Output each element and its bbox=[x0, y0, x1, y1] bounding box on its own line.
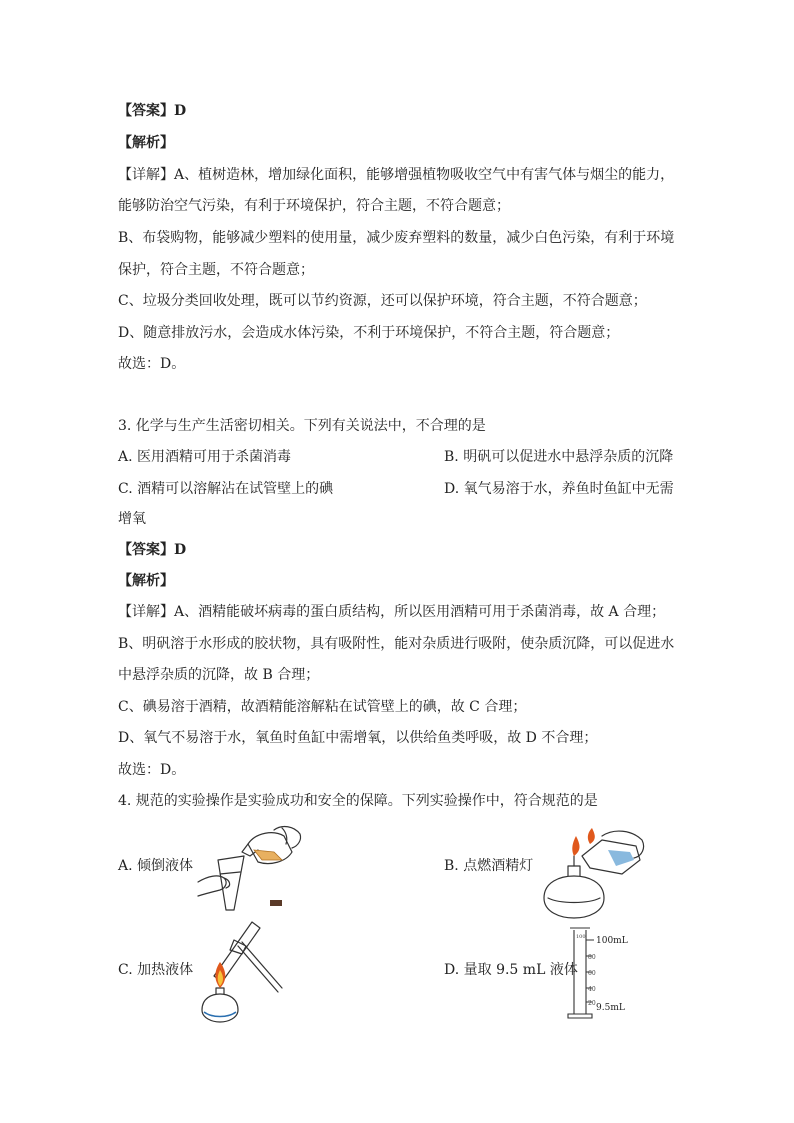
option-b-q4: B. 点燃酒精灯 bbox=[444, 858, 534, 874]
answer-label-q3: 【答案】D bbox=[118, 542, 187, 558]
pouring-liquid-illustration bbox=[196, 822, 306, 914]
cylinder-tick-label: 100 bbox=[576, 934, 586, 940]
explanation-line: 能够防治空气污染，有利于环境保护，符合主题，不符合题意； bbox=[118, 198, 510, 214]
question-stem-q4: 4. 规范的实验操作是实验成功和安全的保障。下列实验操作中，符合规范的是 bbox=[118, 793, 598, 809]
explanation-line: 中悬浮杂质的沉降，故 B 合理； bbox=[118, 667, 320, 683]
explanation-line: 保护，符合主题，不符合题意； bbox=[118, 262, 314, 278]
analysis-label-q2: 【解析】 bbox=[118, 135, 174, 151]
explanation-line: 【详解】A、酒精能破坏病毒的蛋白质结构，所以医用酒精可用于杀菌消毒，故 A 合理； bbox=[118, 604, 666, 620]
explanation-line: C、垃圾分类回收处理，既可以节约资源，还可以保护环境，符合主题，不符合题意； bbox=[118, 293, 647, 309]
cylinder-tick-label: 20 bbox=[588, 1000, 596, 1007]
cylinder-capacity-label: 100mL bbox=[596, 936, 628, 946]
option-a-q4: A. 倾倒液体 bbox=[118, 858, 194, 874]
option-c-q3: C. 酒精可以溶解沾在试管壁上的碘 bbox=[118, 481, 334, 497]
question-stem-q3: 3. 化学与生产生活密切相关。下列有关说法中，不合理的是 bbox=[118, 418, 486, 434]
option-d-q3-continued: 增氧 bbox=[118, 511, 146, 527]
cylinder-tick-label: 80 bbox=[588, 954, 596, 961]
graduated-cylinder-illustration bbox=[568, 922, 660, 1022]
explanation-line: C、碘易溶于酒精，故酒精能溶解粘在试管壁上的碘，故 C 合理； bbox=[118, 699, 527, 715]
option-d-q4: D. 量取 9.5 mL 液体 bbox=[444, 962, 578, 978]
explanation-line: B、明矾溶于水形成的胶状物，具有吸附性，能对杂质进行吸附，使杂质沉降，可以促进水 bbox=[118, 636, 675, 652]
option-b-q3: B. 明矾可以促进水中悬浮杂质的沉降 bbox=[444, 449, 674, 465]
option-d-q3: D. 氧气易溶于水，养鱼时鱼缸中无需 bbox=[444, 481, 674, 497]
explanation-line: B、布袋购物，能够减少塑料的使用量，减少废弃塑料的数量，减少白色污染，有利于环境 bbox=[118, 230, 675, 246]
heating-liquid-illustration bbox=[198, 916, 298, 1024]
answer-label-q2: 【答案】D bbox=[118, 103, 187, 119]
explanation-line: 故选：D。 bbox=[118, 762, 186, 778]
option-a-q3: A. 医用酒精可用于杀菌消毒 bbox=[118, 449, 292, 465]
explanation-line: 【详解】A、植树造林，增加绿化面积，能够增强植物吸收空气中有害气体与烟尘的能力， bbox=[118, 167, 675, 183]
option-c-q4: C. 加热液体 bbox=[118, 962, 194, 978]
explanation-line: D、随意排放污水，会造成水体污染，不利于环境保护，不符合主题，符合题意； bbox=[118, 325, 620, 341]
explanation-line: 故选：D。 bbox=[118, 356, 186, 372]
cylinder-reading-label: 9.5mL bbox=[596, 1003, 625, 1013]
explanation-line: D、氧气不易溶于水，氧鱼时鱼缸中需增氧，以供给鱼类呼吸，故 D 不合理； bbox=[118, 730, 598, 746]
lighting-alcohol-lamp-illustration bbox=[530, 826, 650, 922]
cylinder-tick-label: 60 bbox=[588, 970, 596, 977]
analysis-label-q3: 【解析】 bbox=[118, 573, 174, 589]
cylinder-tick-label: 40 bbox=[588, 986, 596, 993]
